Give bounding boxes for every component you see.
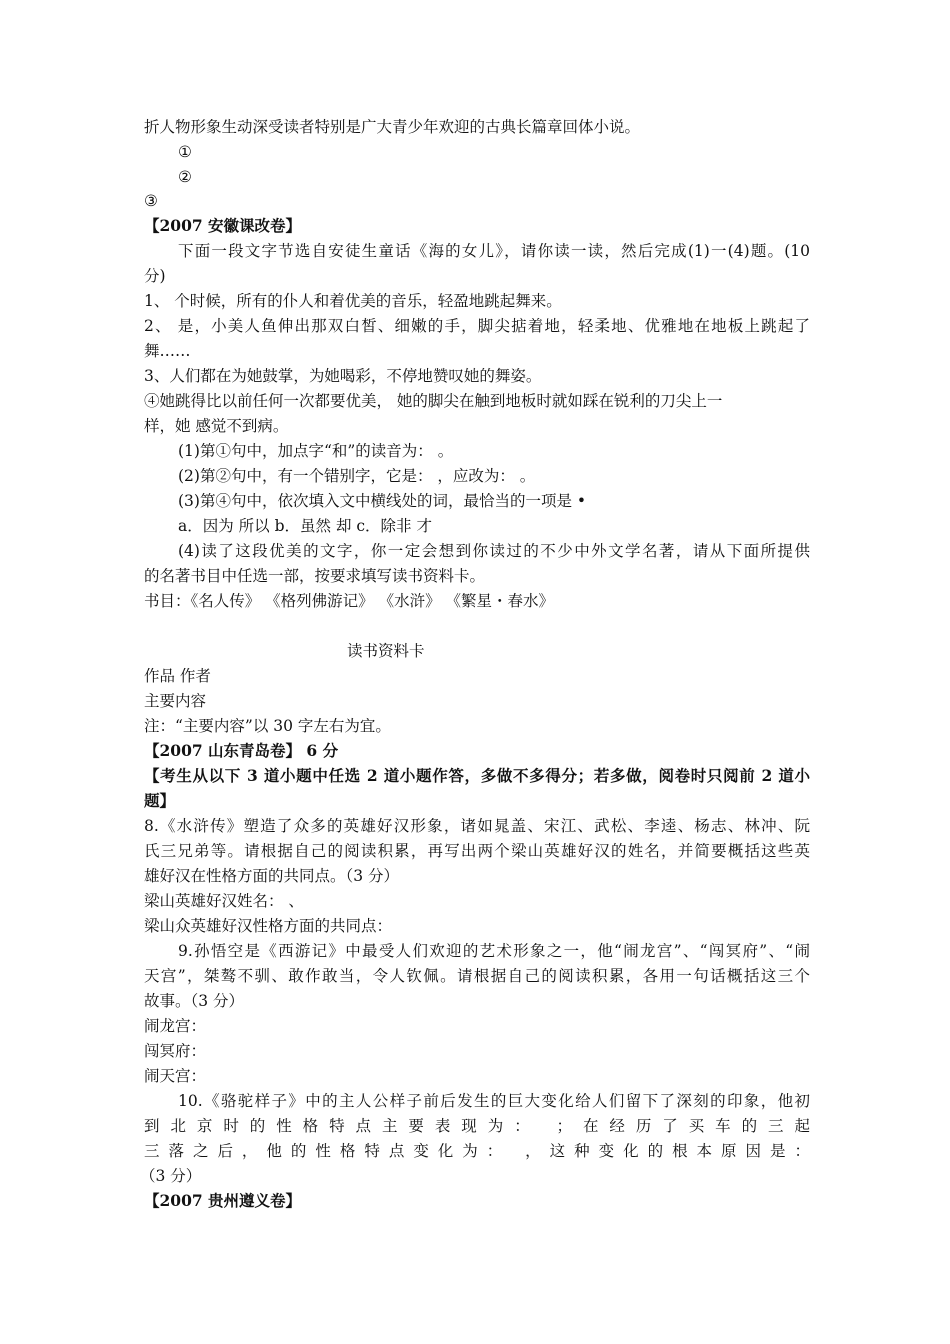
question-10-cont-1: 到北京时的性格特点主要表现为： ；在经历了买车的三起 [144, 1117, 810, 1135]
sentence-2-cont: 舞…… [144, 342, 191, 360]
question-9-cont-2: 故事。（3 分） [144, 992, 245, 1010]
section-header-anhui: 【2007 安徽课改卷】 [144, 216, 302, 235]
answer-hero-traits: 梁山众英雄好汉性格方面的共同点： [144, 917, 393, 935]
book-list: 书目：《名人传》 《格列佛游记》 《水浒》 《繁星・春水》 [144, 592, 555, 610]
question-9: 9.孙悟空是《西游记》中最受人们欢迎的艺术形象之一，他“闹龙宫”、“闯冥府”、“闹 [178, 942, 810, 960]
blank-marker-3: ③ [144, 192, 158, 210]
question-10-cont-2: 三落之后，他的性格特点变化为： ，这种变化的根本原因是： [144, 1142, 810, 1160]
instruction-line-cont: 题】 [144, 791, 176, 810]
sentence-1: 1、 个时候，所有的仆人和着优美的音乐，轻盈地跳起舞来。 [144, 292, 562, 310]
sub-question-4: (4)读了这段优美的文字，你一定会想到你读过的不少中外文学名著，请从下面所提供 [178, 542, 810, 560]
sub-question-3: (3)第④句中，依次填入文中横线处的词，最恰当的一项是 • [178, 492, 587, 510]
sub-question-4-cont: 的名著书目中任选一部，按要求填写读书资料卡。 [144, 567, 486, 585]
answer-options: a．因为 所以 b．虽然 却 c．除非 才 [178, 517, 432, 535]
question-8: 8.《水浒传》塑造了众多的英雄好汉形象，诸如晁盖、宋江、武松、李逵、杨志、林冲、阮 [144, 817, 810, 835]
question-intro-cont: 分) [144, 267, 166, 285]
answer-underworld: 闯冥府： [144, 1042, 207, 1060]
question-intro: 下面一段文字节选自安徒生童话《海的女儿》，请你读一读，然后完成(1)一(4)题。(10 [178, 242, 810, 260]
section-header-qingdao: 【2007 山东青岛卷】 6 分 [144, 741, 339, 760]
question-9-cont-1: 天宫”，桀骜不驯、敢作敢当，令人钦佩。请根据自己的阅读积累，各用一句话概括这三个 [144, 967, 810, 985]
sub-question-1: (1)第①句中，加点字“和”的读音为： 。 [178, 442, 454, 460]
instruction-line: 【考生从以下 3 道小题中任选 2 道小题作答，多做不多得分；若多做，阅卷时只阅前 2 道小 [144, 766, 810, 785]
sentence-4: ④她跳得比以前任何一次都要优美， 她的脚尖在触到地板时就如踩在锐利的刀尖上一 [144, 392, 723, 410]
question-8-cont-1: 氏三兄弟等。请根据自己的阅读积累，再写出两个梁山英雄好汉的姓名，并简要概括这些英 [144, 842, 810, 860]
question-10: 10.《骆驼样子》中的主人公样子前后发生的巨大变化给人们留下了深刻的印象，他初 [178, 1092, 810, 1110]
card-main-content: 主要内容 [144, 692, 207, 710]
answer-dragon-palace: 闹龙宫： [144, 1017, 207, 1035]
text-line: 折人物形象生动深受读者特别是广大青少年欢迎的古典长篇章回体小说。 [144, 118, 641, 136]
answer-heaven: 闹天宫： [144, 1067, 207, 1085]
sub-question-2: (2)第②句中，有一个错别字，它是： ，应改为： 。 [178, 467, 536, 485]
question-8-cont-2: 雄好汉在性格方面的共同点。（3 分） [144, 867, 400, 885]
card-note: 注：“主要内容”以 30 字左右为宜。 [144, 717, 391, 735]
blank-marker-1: ① [178, 143, 192, 161]
sentence-3: 3、人们都在为她鼓掌，为她喝彩，不停地赞叹她的舞姿。 [144, 367, 542, 385]
blank-marker-2: ② [178, 168, 192, 186]
question-10-score: （3 分） [140, 1167, 202, 1185]
section-header-zunyi: 【2007 贵州遵义卷】 [144, 1191, 302, 1210]
sentence-4-cont: 样，她 感觉不到病。 [144, 417, 289, 435]
card-title: 读书资料卡 [347, 642, 425, 660]
answer-hero-names: 梁山英雄好汉姓名： 、 [144, 892, 304, 910]
sentence-2: 2、 是，小美人鱼伸出那双白皙、细嫩的手，脚尖掂着地，轻柔地、优雅地在地板上跳起了 [144, 317, 810, 335]
card-work-author: 作品 作者 [144, 667, 211, 685]
